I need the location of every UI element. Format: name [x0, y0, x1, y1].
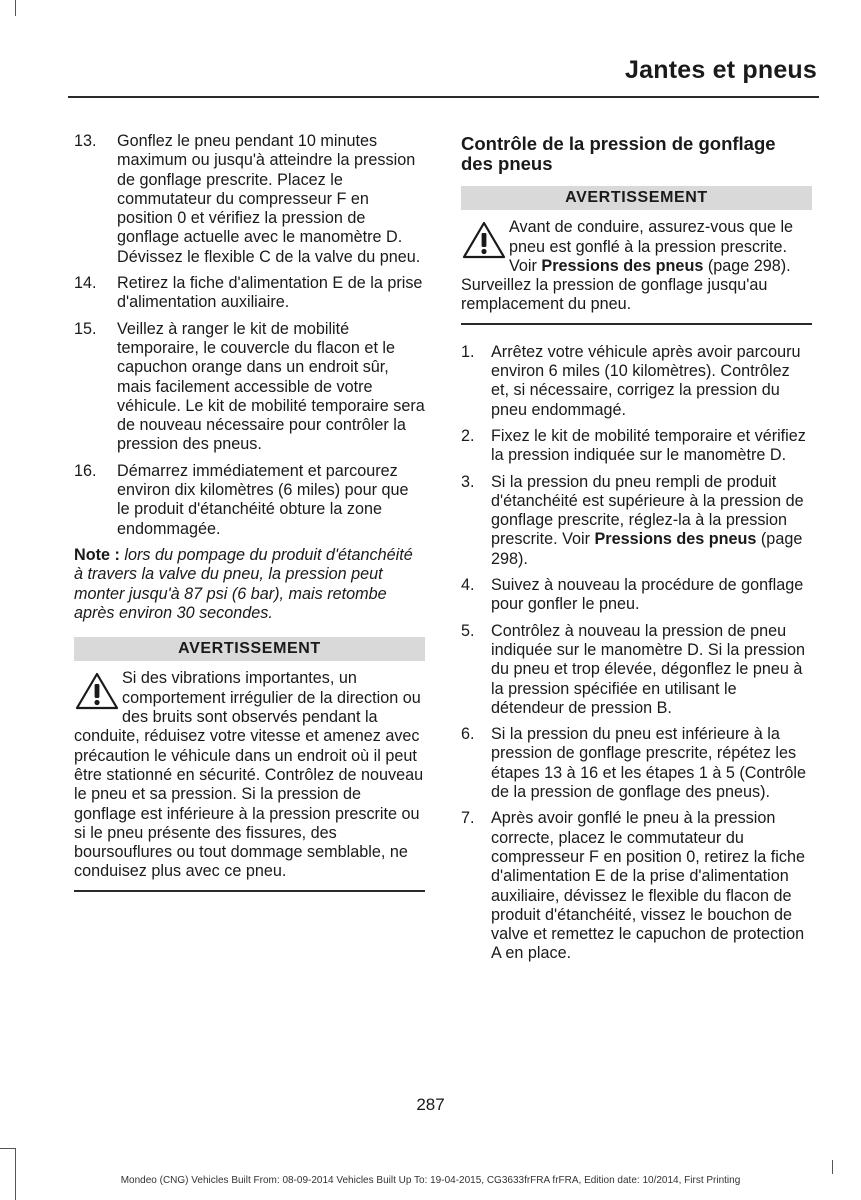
warning-divider	[461, 323, 812, 325]
step-14	[74, 274, 425, 313]
step-15	[74, 320, 425, 455]
step-text	[491, 473, 812, 569]
warning-text-end: (page 298). Surveillez la pression de gonflage jusqu'au remplacement du pneu.	[461, 256, 791, 314]
step-text-part: Si la pression du pneu est inférieure à la pression de gonflage prescrite, répétez les étapes 13 à 16 et les étapes 1 à 5 (Contrôle de la pression de gonflage des pneus).	[491, 725, 806, 802]
warning-triangle-icon	[74, 671, 120, 711]
step-7	[461, 809, 812, 963]
step-text-part: Après avoir gonflé le pneu à la pression correcte, placez le commutateur du compresseur F en position 0, retirez la fiche d'alimentation E de la prise d'alimentation auxiliaire, dévissez le flexible du flacon de produit d'étanchéité, vissez le bouchon de valve et remettez le capuchon de protection A en place.	[491, 809, 805, 963]
step-4	[461, 576, 812, 615]
cross-reference-link[interactable]: Pressions des pneus	[541, 256, 704, 275]
step-1	[461, 343, 812, 420]
step-number: 5.	[461, 621, 475, 640]
step-number: 7.	[461, 809, 475, 828]
step-number: 13.	[74, 132, 97, 150]
step-3	[461, 473, 812, 569]
warning-body	[74, 661, 425, 881]
warning-title: AVERTISSEMENT	[74, 637, 425, 661]
step-text	[491, 343, 812, 420]
step-list	[461, 343, 812, 964]
note-label: Note :	[74, 545, 120, 564]
step-text	[491, 576, 812, 615]
step-5	[461, 622, 812, 718]
step-text-part: Arrêtez votre véhicule après avoir parcouru environ 6 miles (10 kilomètres). Contrôlez et, si nécessaire, corrigez la pression du pneu endommagé.	[491, 342, 801, 419]
step-number: 1.	[461, 342, 475, 361]
step-text-part: Contrôlez à nouveau la pression de pneu indiquée sur le manomètre D. Si la pression du pneu et trop élevée, dégonflez le pneu à la pression spécifiée en utilisant le détendeur de pression B.	[491, 621, 806, 717]
step-2	[461, 427, 812, 466]
step-text: Gonflez le pneu pendant 10 minutes maximum ou jusqu'à atteindre la pression de gonflage prescrite. Placez le commutateur du compresseur F en position 0 et vérifiez la pression de gonflage actuelle avec le manomètre D. Dévissez le flexible C de la valve du pneu.	[117, 132, 421, 266]
warning-divider	[74, 890, 425, 892]
warning-box	[74, 637, 425, 892]
note	[74, 546, 425, 623]
crop-mark	[0, 1148, 15, 1149]
warning-triangle-icon	[461, 220, 507, 260]
step-text-part: (page 298).	[491, 530, 803, 568]
step-text	[491, 725, 812, 802]
note-text: lors du pompage du produit d'étanchéité à travers la valve du pneu, la pression peut monter jusqu'à 87 psi (6 bar), mais retombe après environ 30 secondes.	[74, 545, 413, 622]
step-number: 4.	[461, 576, 475, 595]
step-text: Retirez la fiche d'alimentation E de la prise d'alimentation auxiliaire.	[117, 274, 423, 312]
page-title: Jantes et pneus	[625, 56, 817, 84]
footer-info: Mondeo (CNG) Vehicles Built From: 08-09-2014 Vehicles Built Up To: 19-04-2015, CG3633frFRA frFRA, Edition date: 10/2014, First Printing	[120, 1175, 741, 1186]
step-number: 15.	[74, 319, 97, 338]
step-text-part: Fixez le kit de mobilité temporaire et vérifiez la pression indiquée sur le manomètre D.	[491, 426, 806, 465]
cross-reference-link[interactable]: Pressions des pneus	[594, 530, 757, 549]
warning-body	[461, 210, 812, 314]
step-number: 14.	[74, 274, 97, 293]
step-number: 2.	[461, 426, 475, 445]
left-column	[74, 132, 425, 892]
step-text	[491, 622, 812, 718]
step-16	[74, 462, 425, 539]
step-text: Démarrez immédiatement et parcourez environ dix kilomètres (6 miles) pour que le produit d'étanchéité obture la zone endommagée.	[117, 461, 409, 538]
warning-text: Avant de conduire, assurez-vous que le pneu est gonflé à la pression prescrite. Voir	[509, 218, 794, 275]
step-number: 6.	[461, 725, 475, 744]
step-text-part: Suivez à nouveau la procédure de gonflage pour gonfler le pneu.	[491, 576, 804, 614]
step-text-part: Si la pression du pneu rempli de produit d'étanchéité est supérieure à la pression de gonflage prescrite, réglez-la à la pression prescrite. Voir	[491, 472, 804, 549]
crop-mark	[832, 1160, 833, 1174]
section-title: Contrôle de la pression de gonflage des pneus	[461, 133, 776, 174]
page-header	[0, 0, 861, 100]
step-6	[461, 725, 812, 802]
step-number: 3.	[461, 472, 475, 491]
header-divider	[68, 96, 819, 98]
page-number: 287	[416, 1095, 445, 1114]
warning-text: Si des vibrations importantes, un comportement irrégulier de la direction ou des bruits sont observés pendant la conduite, réduisez votre vitesse et amenez avec précaution le véhicule dans un endroit où il peut être stationné en sécurité. Contrôlez de nouveau le pneu et sa pression. Si la pression de gonflage est inférieure à la pression prescrite ou si le pneu présente des fissures, des boursouflures ou tout dommage semblable, ne conduisez plus avec ce pneu.	[74, 669, 424, 881]
right-column	[461, 132, 812, 971]
step-text	[491, 427, 812, 466]
step-list	[74, 132, 425, 539]
warning-title: AVERTISSEMENT	[461, 186, 812, 210]
step-text: Veillez à ranger le kit de mobilité temporaire, le couvercle du flacon et le capuchon orange dans un endroit sûr, mais facilement accessible de votre véhicule. Le kit de mobilité temporaire sera de nouveau nécessaire pour contrôler la pression des pneus.	[117, 319, 425, 454]
step-text	[491, 809, 812, 963]
step-13	[74, 132, 425, 267]
crop-mark	[15, 1148, 16, 1200]
step-number: 16.	[74, 461, 97, 480]
warning-box	[461, 186, 812, 325]
